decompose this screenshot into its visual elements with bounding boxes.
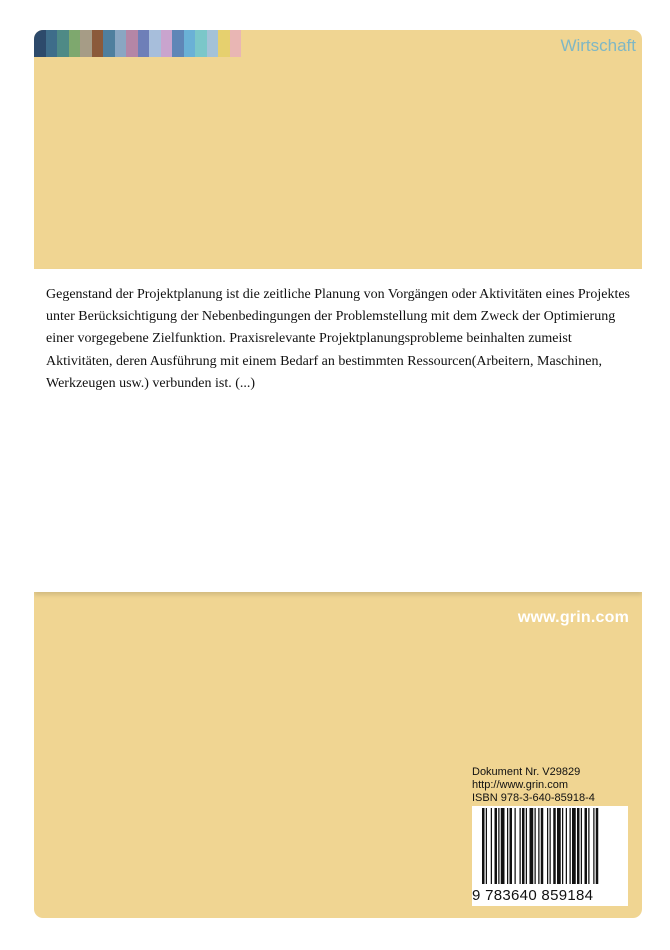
color-stripe xyxy=(34,30,46,57)
barcode-bar xyxy=(535,808,536,884)
color-stripe xyxy=(230,30,242,57)
barcode-digits: 9 783640 859184 xyxy=(472,887,594,904)
color-stripe xyxy=(184,30,196,57)
color-stripe xyxy=(46,30,58,57)
barcode-bar xyxy=(495,808,498,884)
barcode-bar xyxy=(570,808,571,884)
barcode-bar xyxy=(577,808,580,884)
barcode-bar xyxy=(522,808,525,884)
web-address: http://www.grin.com xyxy=(472,779,568,791)
barcode-bar xyxy=(520,808,521,884)
color-stripe xyxy=(138,30,150,57)
book-back-cover xyxy=(34,30,642,918)
barcode-bars xyxy=(472,806,628,886)
barcode-bar xyxy=(501,808,505,884)
color-stripe xyxy=(126,30,138,57)
blurb-text: Gegenstand der Projektplanung ist die zeitliche Planung von Vorgängen oder Aktivitäten eines Projektes unter Berücksichtigung der Nebenbedingungen der Problemstellung mit dem Zweck der Optimierung einer vorgegebene Zielfunktion. Praxisrelevante Projektplanungsprobleme beinhalten zumeist Aktivitäten, deren Ausführung mit einem Bedarf an bestimmten Ressourcen(Arbeitern, Maschinen, Werkzeugen usw.) verbunden ist. (...) xyxy=(46,287,630,391)
color-stripe xyxy=(172,30,184,57)
barcode-bar xyxy=(557,808,561,884)
barcode-bar xyxy=(588,808,589,884)
color-stripe xyxy=(80,30,92,57)
color-stripes xyxy=(34,30,241,57)
barcode-bar xyxy=(593,808,594,884)
publisher-url: www.grin.com xyxy=(517,609,629,626)
isbn-text: ISBN 978-3-640-85918-4 xyxy=(472,792,595,804)
barcode-bar xyxy=(530,808,534,884)
color-stripe xyxy=(218,30,230,57)
category-label: Wirtschaft xyxy=(560,36,636,55)
barcode-bar xyxy=(562,808,563,884)
color-stripe xyxy=(115,30,127,57)
color-stripe xyxy=(195,30,207,57)
barcode-bar xyxy=(486,808,487,884)
color-stripe xyxy=(149,30,161,57)
barcode-bar xyxy=(498,808,499,884)
color-stripe xyxy=(57,30,69,57)
document-info xyxy=(472,766,595,805)
barcode-bar xyxy=(482,808,485,884)
color-stripe xyxy=(207,30,219,57)
barcode-bar xyxy=(538,808,539,884)
barcode-bar xyxy=(553,808,556,884)
barcode-bar xyxy=(566,808,567,884)
barcode-bar xyxy=(526,808,527,884)
barcode-bar xyxy=(491,808,492,884)
barcode-bar xyxy=(596,808,599,884)
color-stripe xyxy=(69,30,81,57)
color-stripe xyxy=(161,30,173,57)
barcode-bar xyxy=(550,808,551,884)
document-number: Dokument Nr. V29829 xyxy=(472,766,581,778)
blurb-panel xyxy=(34,269,642,592)
barcode-bar xyxy=(547,808,548,884)
barcode-bar xyxy=(541,808,544,884)
barcode-bar xyxy=(507,808,508,884)
barcode xyxy=(472,806,628,906)
barcode-bar xyxy=(581,808,582,884)
color-stripe xyxy=(103,30,115,57)
color-stripe xyxy=(92,30,104,57)
barcode-bar xyxy=(572,808,576,884)
barcode-bar xyxy=(585,808,588,884)
barcode-bar xyxy=(510,808,513,884)
barcode-bar xyxy=(515,808,516,884)
